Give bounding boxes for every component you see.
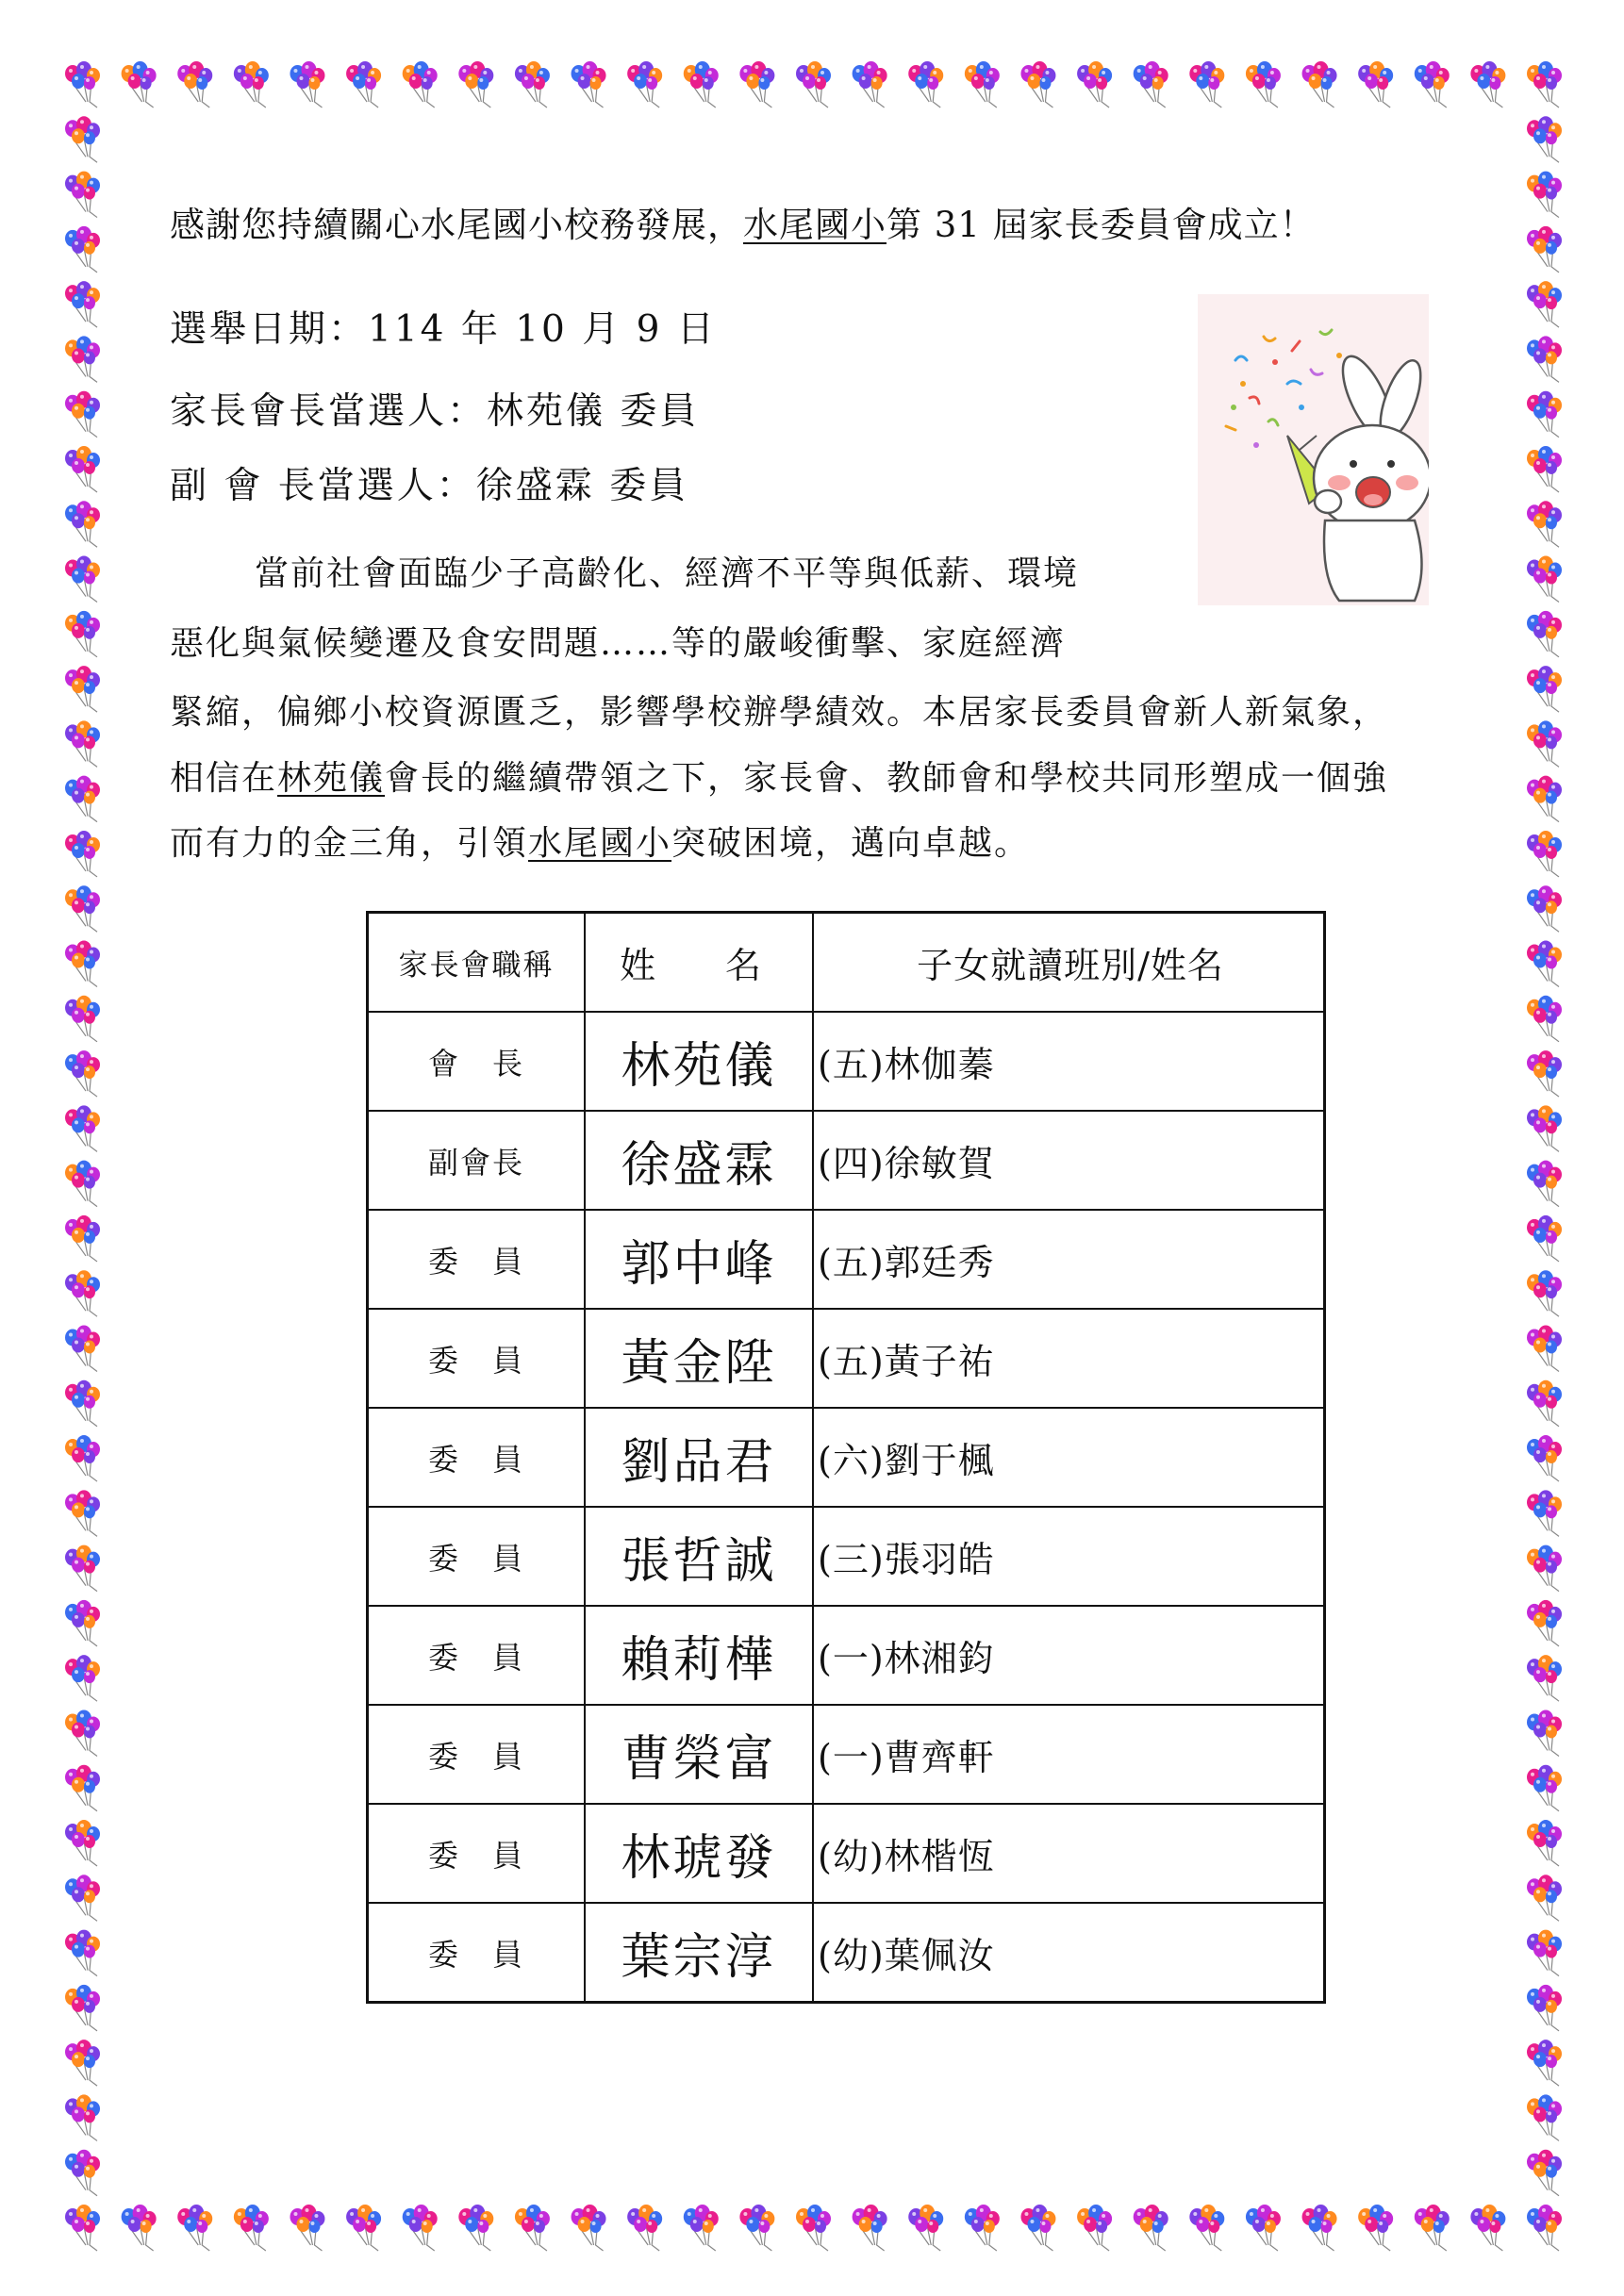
balloon-cluster-icon [965, 2205, 1000, 2251]
header-name: 姓 名 [585, 913, 813, 1013]
member-name: 賴莉樺 [585, 1606, 813, 1705]
balloon-cluster-icon [65, 996, 100, 1042]
table-row [368, 1903, 1325, 2003]
balloon-cluster-icon [1415, 2205, 1450, 2251]
balloon-cluster-icon [1527, 226, 1562, 273]
balloon-cluster-icon [403, 61, 438, 107]
balloon-cluster-icon [177, 2205, 212, 2251]
member-title: 委 員 [368, 1705, 586, 1804]
balloon-cluster-icon [1527, 556, 1562, 603]
balloon-cluster-icon [65, 2040, 100, 2086]
balloon-cluster-icon [1527, 831, 1562, 877]
balloon-cluster-icon [739, 2205, 774, 2251]
member-title: 委 員 [368, 1210, 586, 1309]
balloon-cluster-icon [684, 61, 719, 107]
balloon-cluster-icon [1527, 1765, 1562, 1811]
table-row [368, 1408, 1325, 1507]
balloon-cluster-icon [1527, 61, 1562, 107]
balloon-cluster-icon [65, 831, 100, 877]
child-class-name: (五)郭廷秀 [813, 1210, 1325, 1309]
body-line-4: 相信在林苑儀會長的繼續帶領之下，家長會、教師會和學校共同形塑成一個強 [170, 759, 1389, 798]
balloon-cluster-icon [965, 61, 1000, 107]
member-title: 委 員 [368, 1903, 586, 2003]
balloon-cluster-icon [122, 61, 157, 107]
balloon-cluster-icon [65, 501, 100, 547]
balloon-cluster-icon [796, 61, 831, 107]
balloon-cluster-icon [1527, 1710, 1562, 1756]
member-name: 林琥發 [585, 1804, 813, 1903]
balloon-cluster-icon [1527, 336, 1562, 382]
balloon-cluster-icon [853, 2205, 887, 2251]
balloon-cluster-icon [1527, 611, 1562, 657]
balloon-cluster-icon [1527, 666, 1562, 712]
member-name: 曹榮富 [585, 1705, 813, 1804]
balloon-cluster-icon [290, 2205, 324, 2251]
balloon-cluster-icon [177, 61, 212, 107]
member-title: 委 員 [368, 1804, 586, 1903]
balloon-cluster-icon [1358, 61, 1393, 107]
table-row [368, 1210, 1325, 1309]
child-class-name: (幼)林楷恆 [813, 1804, 1325, 1903]
body-line-1: 當前社會面臨少子高齡化、經濟不平等與低薪、環境 [255, 554, 1080, 593]
member-title: 副會長 [368, 1111, 586, 1210]
table-row [368, 1507, 1325, 1606]
balloon-cluster-icon [1527, 1050, 1562, 1097]
balloon-cluster-icon [65, 336, 100, 382]
member-name: 黃金陞 [585, 1309, 813, 1408]
balloon-cluster-icon [1415, 61, 1450, 107]
balloon-cluster-icon [796, 2205, 831, 2251]
balloon-cluster-icon [1527, 996, 1562, 1042]
balloon-cluster-icon [853, 61, 887, 107]
member-title: 委 員 [368, 1507, 586, 1606]
president-elected: 家長會長當選人：林苑儀 委員 [170, 390, 700, 433]
table-row [368, 1309, 1325, 1408]
table-header-row [368, 913, 1325, 1013]
member-title: 委 員 [368, 1606, 586, 1705]
balloon-cluster-icon [1527, 2040, 1562, 2086]
balloon-cluster-icon [1527, 116, 1562, 162]
balloon-cluster-icon [1527, 391, 1562, 438]
balloon-cluster-icon [1527, 2094, 1562, 2140]
balloon-cluster-icon [739, 61, 774, 107]
balloon-cluster-icon [234, 61, 269, 107]
balloon-cluster-icon [65, 1875, 100, 1921]
table-row [368, 1606, 1325, 1705]
balloon-cluster-icon [1527, 1325, 1562, 1371]
member-title: 委 員 [368, 1408, 586, 1507]
balloon-cluster-icon [1246, 61, 1281, 107]
balloon-cluster-icon [908, 61, 943, 107]
party-bunny-icon [1198, 294, 1429, 605]
balloon-cluster-icon [65, 1765, 100, 1811]
balloon-cluster-icon [65, 1215, 100, 1262]
balloon-cluster-icon [1527, 2205, 1562, 2251]
balloon-cluster-icon [65, 1161, 100, 1207]
balloon-cluster-icon [1527, 885, 1562, 932]
balloon-cluster-icon [1527, 941, 1562, 987]
table-row [368, 1804, 1325, 1903]
election-date: 選舉日期：114 年 10 月 9 日 [170, 308, 717, 351]
header-title: 家長會職稱 [368, 913, 586, 1013]
member-name: 葉宗淳 [585, 1903, 813, 2003]
intro-line: 感謝您持續關心水尾國小校務發展，水尾國小第 31 屆家長委員會成立！ [170, 205, 1316, 245]
balloon-cluster-icon [1527, 281, 1562, 327]
balloon-cluster-icon [65, 776, 100, 822]
balloon-cluster-icon [1527, 1270, 1562, 1316]
vice-president-elected: 副 會 長當選人：徐盛霖 委員 [170, 465, 689, 507]
balloon-cluster-icon [1189, 61, 1224, 107]
balloon-cluster-icon [65, 446, 100, 492]
balloon-cluster-icon [1358, 2205, 1393, 2251]
balloon-cluster-icon [403, 2205, 438, 2251]
header-child: 子女就讀班別/姓名 [813, 913, 1325, 1013]
balloon-cluster-icon [65, 2150, 100, 2196]
balloon-cluster-icon [1470, 61, 1505, 107]
balloon-cluster-icon [65, 391, 100, 438]
member-name: 郭中峰 [585, 1210, 813, 1309]
balloon-cluster-icon [65, 556, 100, 603]
child-class-name: (六)劉于楓 [813, 1408, 1325, 1507]
balloon-cluster-icon [1527, 1930, 1562, 1976]
child-class-name: (一)曹齊軒 [813, 1705, 1325, 1804]
balloon-cluster-icon [1470, 2205, 1505, 2251]
balloon-cluster-icon [1527, 776, 1562, 822]
committee-table [366, 911, 1326, 2004]
balloon-cluster-icon [65, 1435, 100, 1481]
balloon-cluster-icon [1527, 172, 1562, 218]
balloon-cluster-icon [65, 720, 100, 767]
balloon-cluster-icon [908, 2205, 943, 2251]
balloon-cluster-icon [1246, 2205, 1281, 2251]
balloon-cluster-icon [627, 2205, 662, 2251]
balloon-cluster-icon [1527, 1435, 1562, 1481]
child-class-name: (幼)葉佩汝 [813, 1903, 1325, 2003]
balloon-cluster-icon [65, 1380, 100, 1427]
balloon-cluster-icon [1527, 2150, 1562, 2196]
balloon-cluster-icon [65, 941, 100, 987]
balloon-cluster-icon [65, 611, 100, 657]
balloon-cluster-icon [1020, 61, 1055, 107]
balloon-cluster-icon [572, 61, 606, 107]
balloon-cluster-icon [65, 1985, 100, 2031]
child-class-name: (一)林湘鈞 [813, 1606, 1325, 1705]
balloon-cluster-icon [65, 226, 100, 273]
balloon-cluster-icon [290, 61, 324, 107]
balloon-cluster-icon [1077, 61, 1112, 107]
balloon-cluster-icon [1527, 1545, 1562, 1592]
balloon-cluster-icon [65, 172, 100, 218]
balloon-cluster-icon [65, 885, 100, 932]
balloon-cluster-icon [515, 2205, 550, 2251]
balloon-cluster-icon [65, 1325, 100, 1371]
balloon-cluster-icon [1527, 1655, 1562, 1701]
balloon-cluster-icon [1527, 1215, 1562, 1262]
member-title: 會 長 [368, 1012, 586, 1111]
balloon-cluster-icon [1527, 1820, 1562, 1866]
balloon-cluster-icon [1527, 1490, 1562, 1536]
balloon-cluster-icon [572, 2205, 606, 2251]
president-name: 林苑儀 [277, 759, 386, 798]
table-row [368, 1705, 1325, 1804]
table-row [368, 1012, 1325, 1111]
school-name: 水尾國小 [743, 205, 887, 245]
balloon-cluster-icon [1527, 446, 1562, 492]
balloon-cluster-icon [1527, 1600, 1562, 1646]
balloon-cluster-icon [458, 61, 493, 107]
body-line-5: 而有力的金三角，引領水尾國小突破困境，邁向卓越。 [170, 824, 1031, 863]
child-class-name: (五)黃子祐 [813, 1309, 1325, 1408]
balloon-cluster-icon [65, 1710, 100, 1756]
balloon-cluster-icon [1527, 720, 1562, 767]
balloon-cluster-icon [65, 1490, 100, 1536]
balloon-cluster-icon [65, 1820, 100, 1866]
balloon-cluster-icon [346, 61, 381, 107]
child-class-name: (三)張羽皓 [813, 1507, 1325, 1606]
table-row [368, 1111, 1325, 1210]
member-name: 劉品君 [585, 1408, 813, 1507]
balloon-cluster-icon [65, 1545, 100, 1592]
balloon-cluster-icon [1077, 2205, 1112, 2251]
balloon-cluster-icon [1527, 1380, 1562, 1427]
body-line-3: 緊縮，偏鄉小校資源匱乏，影響學校辦學績效。本居家長委員會新人新氣象， [170, 693, 1389, 732]
balloon-cluster-icon [1134, 2205, 1168, 2251]
balloon-cluster-icon [65, 116, 100, 162]
balloon-cluster-icon [234, 2205, 269, 2251]
balloon-cluster-icon [65, 1930, 100, 1976]
school-name-2: 水尾國小 [528, 824, 672, 863]
balloon-cluster-icon [65, 1655, 100, 1701]
balloon-cluster-icon [458, 2205, 493, 2251]
balloon-cluster-icon [65, 1270, 100, 1316]
member-name: 張哲誠 [585, 1507, 813, 1606]
balloon-cluster-icon [65, 281, 100, 327]
balloon-cluster-icon [65, 1050, 100, 1097]
balloon-cluster-icon [1189, 2205, 1224, 2251]
balloon-cluster-icon [122, 2205, 157, 2251]
balloon-cluster-icon [65, 2205, 100, 2251]
balloon-cluster-icon [1527, 501, 1562, 547]
balloon-cluster-icon [346, 2205, 381, 2251]
balloon-cluster-icon [1134, 61, 1168, 107]
member-name: 徐盛霖 [585, 1111, 813, 1210]
balloon-cluster-icon [1302, 61, 1337, 107]
member-title: 委 員 [368, 1309, 586, 1408]
body-line-2: 惡化與氣候變遷及食安問題……等的嚴峻衝擊、家庭經濟 [170, 624, 1067, 663]
child-class-name: (四)徐敏賀 [813, 1111, 1325, 1210]
balloon-cluster-icon [1302, 2205, 1337, 2251]
balloon-cluster-icon [65, 666, 100, 712]
balloon-cluster-icon [515, 61, 550, 107]
balloon-cluster-icon [1527, 1875, 1562, 1921]
balloon-cluster-icon [65, 61, 100, 107]
balloon-cluster-icon [65, 2094, 100, 2140]
child-class-name: (五)林伽蓁 [813, 1012, 1325, 1111]
balloon-cluster-icon [65, 1105, 100, 1151]
balloon-cluster-icon [1527, 1105, 1562, 1151]
balloon-cluster-icon [627, 61, 662, 107]
balloon-cluster-icon [684, 2205, 719, 2251]
balloon-cluster-icon [1527, 1985, 1562, 2031]
balloon-cluster-icon [1020, 2205, 1055, 2251]
balloon-cluster-icon [1527, 1161, 1562, 1207]
balloon-cluster-icon [65, 1600, 100, 1646]
member-name: 林苑儀 [585, 1012, 813, 1111]
